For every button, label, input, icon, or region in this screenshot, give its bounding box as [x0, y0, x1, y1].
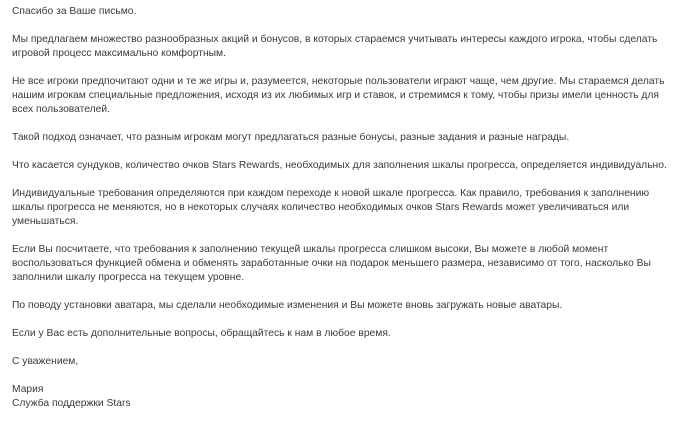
signature-name: Мария	[12, 384, 44, 395]
email-paragraph-exchange-option: Если Вы посчитаете, что требования к заполнению текущей шкалы прогресса слишком высоки, Вы можете в любой момент воспользоваться функцией обмена и обменять заработанные очки на подарок меньшего размера, независимо от того, насколько Вы заполнили шкалу прогресса на текущем уровне.	[12, 244, 651, 283]
email-closing: С уважением,	[12, 356, 79, 367]
email-paragraph-avatar: По поводу установки аватара, мы сделали необходимые изменения и Вы можете вновь загружать новые аватары.	[12, 300, 563, 311]
email-signature	[12, 383, 678, 411]
email-paragraph-chests: Что касается сундуков, количество очков Stars Rewards, необходимых для заполнения шкалы прогресса, определяется индивидуально.	[12, 160, 667, 171]
signature-role: Служба поддержки Stars	[12, 398, 131, 409]
email-paragraph-thanks: Спасибо за Ваше письмо.	[12, 6, 137, 17]
email-paragraph-individual-requirements: Индивидуальные требования определяются при каждом переходе к новой шкале прогресса. Как правило, требования к заполнению шкалы прогресса не меняются, но в некоторых случаях количество необходимых очков Stars Rewards может увеличиваться или уменьшаться.	[12, 188, 650, 227]
email-paragraph-contact-us: Если у Вас есть дополнительные вопросы, обращайтесь к нам в любое время.	[12, 328, 391, 339]
email-paragraph-different-rewards: Такой подход означает, что разным игрокам могут предлагаться разные бонусы, разные задания и разные награды.	[12, 132, 570, 143]
email-paragraph-promotions: Мы предлагаем множество разнообразных акций и бонусов, в которых стараемся учитывать интересы каждого игрока, чтобы сделать игровой процесс максимально комфортным.	[12, 34, 658, 59]
email-paragraph-player-preferences: Не все игроки предпочитают одни и те же игры и, разумеется, некоторые пользователи играют чаще, чем другие. Мы стараемся делать нашим игрокам специальные предложения, исходя из их любимых игр и ставок, и стремимся к тому, чтобы призы имели ценность для всех пользователей.	[12, 76, 665, 115]
